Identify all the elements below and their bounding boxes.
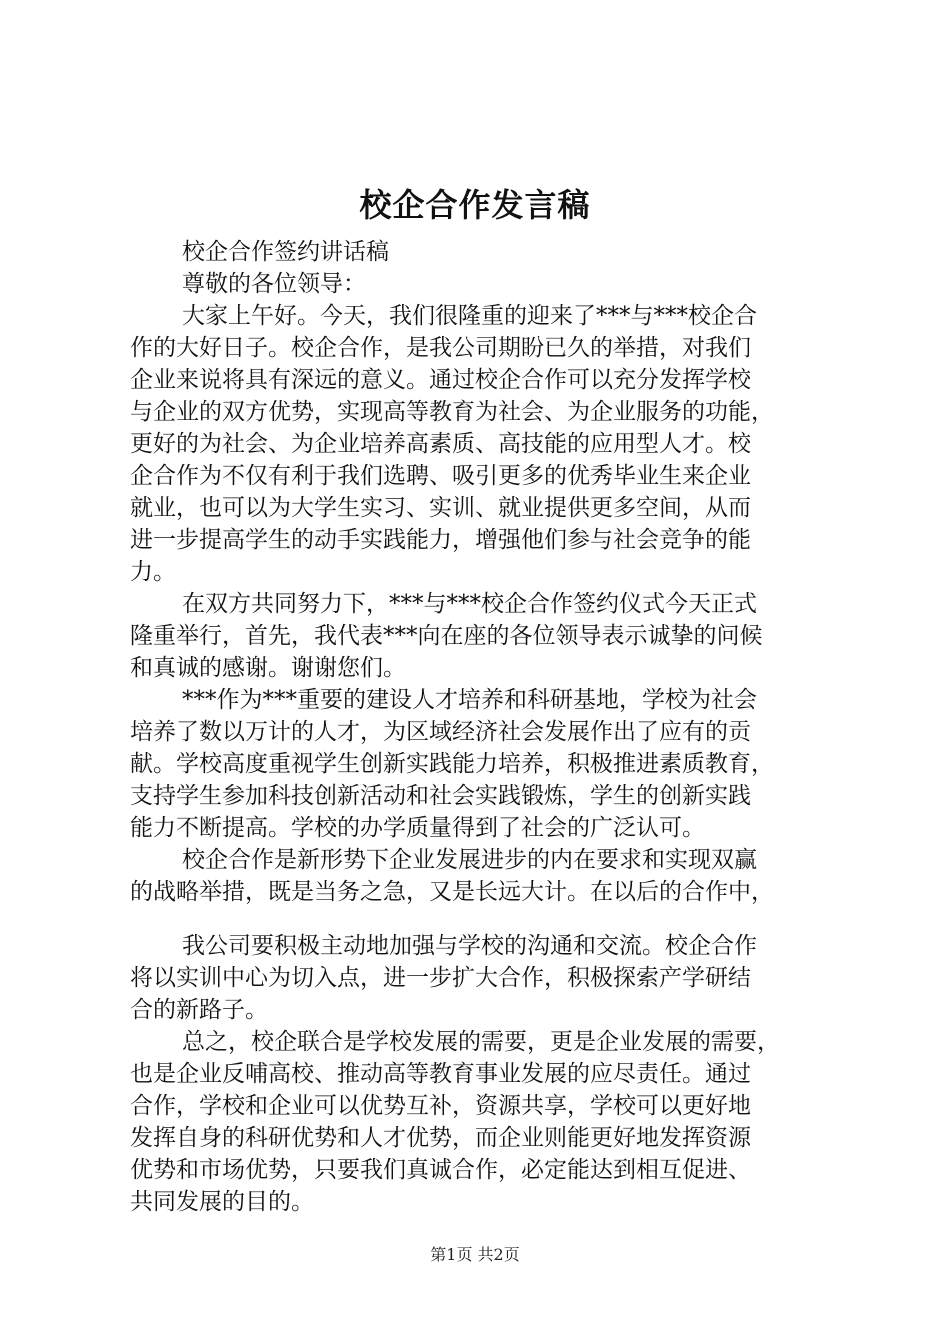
paragraph-1-line-4: 与企业的双方优势，实现高等教育为社会、为企业服务的功能， — [130, 399, 774, 425]
paragraph-6-line-5: 优势和市场优势，只要我们真诚合作，必定能达到相互促进、 — [130, 1157, 751, 1183]
paragraph-2-line-3: 和真诚的感谢。谢谢您们。 — [130, 655, 406, 681]
paragraph-3-line-1: ***作为***重要的建设人才培养和科研基地，学校为社会 — [182, 687, 757, 713]
paragraph-1-line-9: 力。 — [130, 559, 176, 585]
paragraph-3-line-2: 培养了数以万计的人才，为区域经济社会发展作出了应有的贡 — [130, 719, 751, 745]
paragraph-1-line-6: 企合作为不仅有利于我们选聘、吸引更多的优秀毕业生来企业 — [130, 463, 751, 489]
paragraph-2-line-2: 隆重举行，首先，我代表***向在座的各位领导表示诚挚的问候 — [130, 623, 763, 649]
paragraph-6-line-3: 合作，学校和企业可以优势互补，资源共享，学校可以更好地 — [130, 1093, 751, 1119]
paragraph-3-line-5: 能力不断提高。学校的办学质量得到了社会的广泛认可。 — [130, 815, 705, 841]
paragraph-1-line-2: 作的大好日子。校企合作，是我公司期盼已久的举措，对我们 — [130, 335, 751, 361]
page-title: 校企合作发言稿 — [359, 186, 591, 224]
document-body — [130, 236, 834, 1218]
paragraph-1-line-7: 就业，也可以为大学生实习、实训、就业提供更多空间，从而 — [130, 495, 751, 521]
paragraph-1-line-1: 大家上午好。今天，我们很隆重的迎来了***与***校企合 — [182, 303, 757, 329]
paragraph-3-line-3: 献。学校高度重视学生创新实践能力培养，积极推进素质教育， — [130, 751, 774, 777]
paragraph-gap — [130, 908, 834, 930]
paragraph-1-line-8: 进一步提高学生的动手实践能力，增强他们参与社会竞争的能 — [130, 527, 751, 553]
paragraph-1-line-3: 企业来说将具有深远的意义。通过校企合作可以充分发挥学校 — [130, 367, 751, 393]
paragraph-5-line-3: 合的新路子。 — [130, 997, 268, 1023]
paragraph-4-line-1: 校企合作是新形势下企业发展进步的内在要求和实现双赢 — [182, 847, 757, 873]
subtitle-line: 校企合作签约讲话稿 — [182, 239, 389, 265]
paragraph-4-line-2: 的战略举措，既是当务之急，又是长远大计。在以后的合作中， — [130, 879, 774, 905]
paragraph-1-line-5: 更好的为社会、为企业培养高素质、高技能的应用型人才。校 — [130, 431, 751, 457]
paragraph-6-line-2: 也是企业反哺高校、推动高等教育事业发展的应尽责任。通过 — [130, 1061, 751, 1087]
paragraph-3-line-4: 支持学生参加科技创新活动和社会实践锻炼，学生的创新实践 — [130, 783, 751, 809]
paragraph-6-line-1: 总之，校企联合是学校发展的需要，更是企业发展的需要， — [182, 1029, 780, 1055]
paragraph-5-line-1: 我公司要积极主动地加强与学校的沟通和交流。校企合作 — [182, 933, 757, 959]
paragraph-2-line-1: 在双方共同努力下，***与***校企合作签约仪式今天正式 — [182, 591, 757, 617]
paragraph-6-line-4: 发挥自身的科研优势和人才优势，而企业则能更好地发挥资源 — [130, 1125, 751, 1151]
page-number-footer: 第1页 共2页 — [430, 1245, 520, 1264]
paragraph-5-line-2: 将以实训中心为切入点，进一步扩大合作，积极探索产学研结 — [130, 965, 751, 991]
salutation-line: 尊敬的各位领导： — [182, 271, 366, 297]
paragraph-6-line-6: 共同发展的目的。 — [130, 1189, 314, 1215]
